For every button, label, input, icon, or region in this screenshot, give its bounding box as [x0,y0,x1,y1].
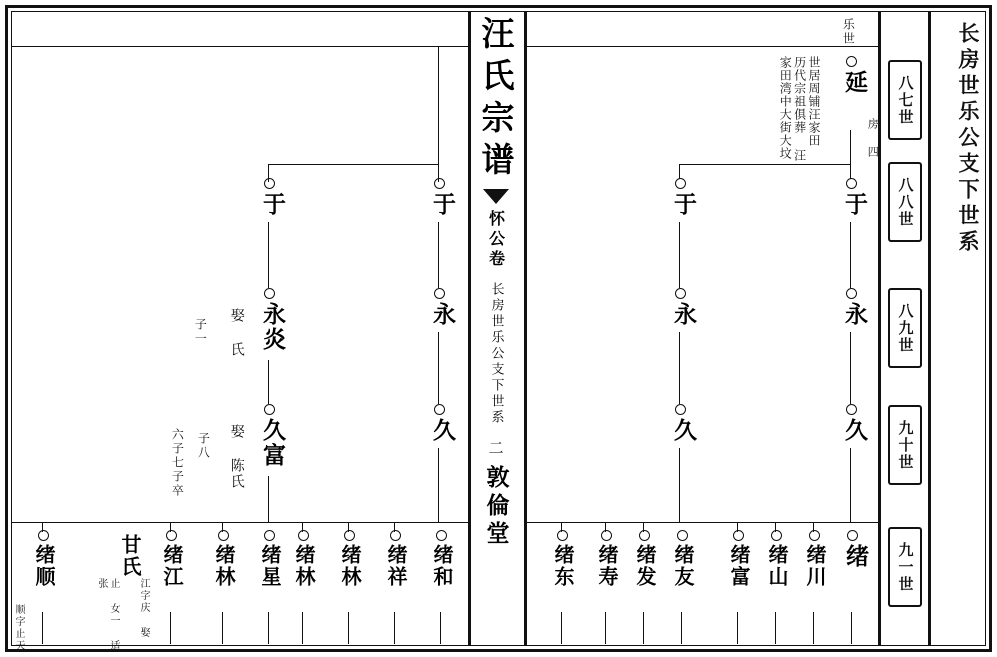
node-marker [436,530,447,541]
sibling-drop-r3 [775,522,776,532]
stem-l1 [440,612,441,644]
stem-r3 [775,612,776,644]
person-node-xu-jiang [158,530,184,588]
connector-yong-r2-down [679,332,680,404]
person-node-jiu-l1 [426,404,456,443]
person-name: 绪山 [765,544,789,588]
node-marker [846,404,857,415]
person-name: 久 [841,418,868,443]
node-marker [675,404,686,415]
person-node-xu-shun [30,530,56,588]
person-node-jiufu [256,404,286,468]
sibling-drop-r6 [643,522,644,532]
node-marker [846,178,857,189]
annotation-xu-jiang-note: 江字庆 娶 [138,578,149,639]
stem-r8 [561,612,562,644]
annotation-zi-yi: 子一 [193,318,208,346]
node-marker [344,530,355,541]
stem-l4 [302,612,303,644]
stem-l6 [222,612,223,644]
node-marker [847,530,858,541]
sibling-drop-l9 [42,522,43,532]
person-name: 永 [670,302,697,327]
page-title [958,22,979,622]
person-node-gan-shi [116,534,142,578]
person-name: 绪川 [803,544,827,588]
person-name: 永 [429,302,456,327]
person-node-xu-xing [256,530,282,588]
stem-l5 [268,612,269,644]
node-marker [846,288,857,299]
person-name: 延 [841,70,868,95]
spine-triangle-icon [483,189,509,204]
node-marker [557,530,568,541]
person-node-yong-r2 [667,288,697,327]
node-marker [298,530,309,541]
generation-label-88 [888,162,922,242]
person-name: 绪顺 [32,544,56,588]
person-name: 久富 [259,418,286,468]
panel-rule-right [525,46,878,47]
sibling-drop-l6 [222,522,223,532]
person-name: 于 [429,192,456,217]
generation-label-90 [888,405,922,485]
sibling-drop-l2 [394,522,395,532]
person-node-yong-r1 [838,288,868,327]
person-node-yu-r1 [838,178,868,217]
annotation-xu-shun-note: 顺字止天 [13,604,24,652]
annotation-spouse-chen-shi: 娶 陈氏 [228,424,245,490]
person-name: 绪林 [212,544,236,588]
connector-top-left-b [268,164,269,182]
stem-l7 [170,612,171,644]
stem-r7 [605,612,606,644]
person-node-xu-r2 [801,530,827,588]
generation-label-88-text: 八八世 [896,176,915,228]
connector-jiu-r1-down [850,448,851,522]
generation-label-87 [888,60,922,140]
person-node-xu-lin2 [210,530,236,588]
sibling-bar-right-b [561,522,681,523]
person-name: 久 [670,418,697,443]
person-name: 绪林 [292,544,316,588]
sibling-drop-r2 [813,522,814,532]
person-name: 于 [670,192,697,217]
stem-r6 [643,612,644,644]
generation-label-89 [888,288,922,368]
sibling-drop-r8 [561,522,562,532]
generation-label-90-text: 九十世 [896,419,915,471]
stem-r4 [737,612,738,644]
node-marker [264,178,275,189]
connector-yu-l2-down [268,222,269,288]
person-node-yongyan [256,288,286,352]
sibling-bar-left-b [42,522,268,523]
person-node-xu-l3 [336,530,362,588]
person-node-xu-r8 [549,530,575,588]
node-marker [677,530,688,541]
sibling-drop-r4 [737,522,738,532]
person-name: 永炎 [259,302,286,352]
node-marker [639,530,650,541]
person-node-xu-l2 [382,530,408,588]
generation-label-91-text: 九一世 [896,541,915,593]
spine-page-number: 二 [486,440,505,455]
person-node-xu-r5 [669,530,695,588]
person-node-xu-l1 [428,530,454,588]
person-node-xu-l4 [290,530,316,588]
stem-r1 [851,612,852,644]
sibling-drop-l4 [302,522,303,532]
person-node-xu-r3 [763,530,789,588]
person-name: 绪和 [430,544,454,588]
column-divider-center-right [524,12,527,645]
connector-jiu-r2-down [679,448,680,522]
connector-yongyan-down [268,360,269,404]
connector-top-left-a [438,46,439,182]
page-title-text: 长房世乐公支下世系 [956,22,981,256]
sibling-drop-r7 [605,522,606,532]
sibling-drop-l3 [348,522,349,532]
node-marker [264,530,275,541]
person-node-xu-r6 [631,530,657,588]
spine-volume: 怀公卷 [486,210,506,270]
connector-horizontal-gen88 [679,164,851,165]
annotation-spouse-qu-shi: 娶 氏 [228,308,245,358]
node-marker [264,288,275,299]
panel-rule-left [12,46,468,47]
person-name: 绪寿 [595,544,619,588]
stem-l2 [394,612,395,644]
annotation-gan-shi-note: 止 女一 适张 [96,578,119,652]
generation-label-87-text: 八七世 [896,74,915,126]
person-node-yu-l1 [426,178,456,217]
spine-hall-name: 敦倫堂 [482,465,510,549]
connector-yu-l1-down [438,222,439,288]
sibling-bar-right-a [737,522,851,523]
generation-label-91 [888,527,922,607]
node-marker [434,288,445,299]
connector-yu-r1-down [850,222,851,288]
book-spine [470,16,522,641]
person-name: 绪 [842,544,869,569]
node-marker [264,404,275,415]
node-marker [601,530,612,541]
person-node-yong-l1 [426,288,456,327]
stem-l9 [42,612,43,644]
person-name: 绪东 [551,544,575,588]
connector-yong-l1-down [438,332,439,404]
stem-r2 [813,612,814,644]
person-name: 永 [841,302,868,327]
person-node-xu-r4 [725,530,751,588]
connector-jiu-l1-down [438,448,439,522]
annotation-zi-ba: 子八 [196,432,211,460]
person-name: 久 [429,418,456,443]
column-divider-right-1 [928,12,931,645]
person-name: 绪星 [258,544,282,588]
person-name: 绪江 [160,544,184,588]
person-name: 绪发 [633,544,657,588]
node-marker [809,530,820,541]
node-marker [166,530,177,541]
spine-title: 汪氏宗谱 [476,16,516,184]
sibling-bar-left-a [302,522,440,523]
person-name: 绪祥 [384,544,408,588]
sibling-drop-l7 [170,522,171,532]
node-marker [434,178,445,189]
node-marker [733,530,744,541]
annotation-burial-note: 世居周铺汪家田 历代宗祖俱葬 汪家田湾中大街大坟 [778,56,821,162]
stem-l3 [348,612,349,644]
person-name: 绪林 [338,544,362,588]
connector-jiufu-down [268,476,269,522]
person-node-yan [838,56,868,95]
annotation-top-note: 乐世 [841,18,856,46]
person-name: 绪富 [727,544,751,588]
generation-label-89-text: 八九世 [896,302,915,354]
person-node-xu-r7 [593,530,619,588]
node-marker [218,530,229,541]
connector-yu-r2-down [679,222,680,288]
column-divider-right-2 [878,12,881,645]
node-marker [38,530,49,541]
annotation-liu-zi: 六子七子卒 [170,428,185,498]
node-marker [846,56,857,67]
person-name: 于 [841,192,868,217]
person-node-jiu-r1 [838,404,868,443]
node-marker [771,530,782,541]
person-node-yu-r2 [667,178,697,217]
person-node-yu-l2 [256,178,286,217]
connector-yong-r1-down [850,332,851,404]
person-name: 甘氏 [118,534,142,578]
spine-section: 长房世乐公支下世系 [488,282,504,426]
connector-horizontal-left-gen88 [268,164,438,165]
person-node-xu-r1 [839,530,869,569]
node-marker [675,178,686,189]
node-marker [675,288,686,299]
node-marker [434,404,445,415]
node-marker [390,530,401,541]
annotation-branch-note: 房 四 [866,118,880,159]
person-name: 于 [259,192,286,217]
person-name: 绪友 [671,544,695,588]
connector-vertical-yan [850,130,851,164]
person-node-jiu-r2 [667,404,697,443]
stem-r5 [681,612,682,644]
